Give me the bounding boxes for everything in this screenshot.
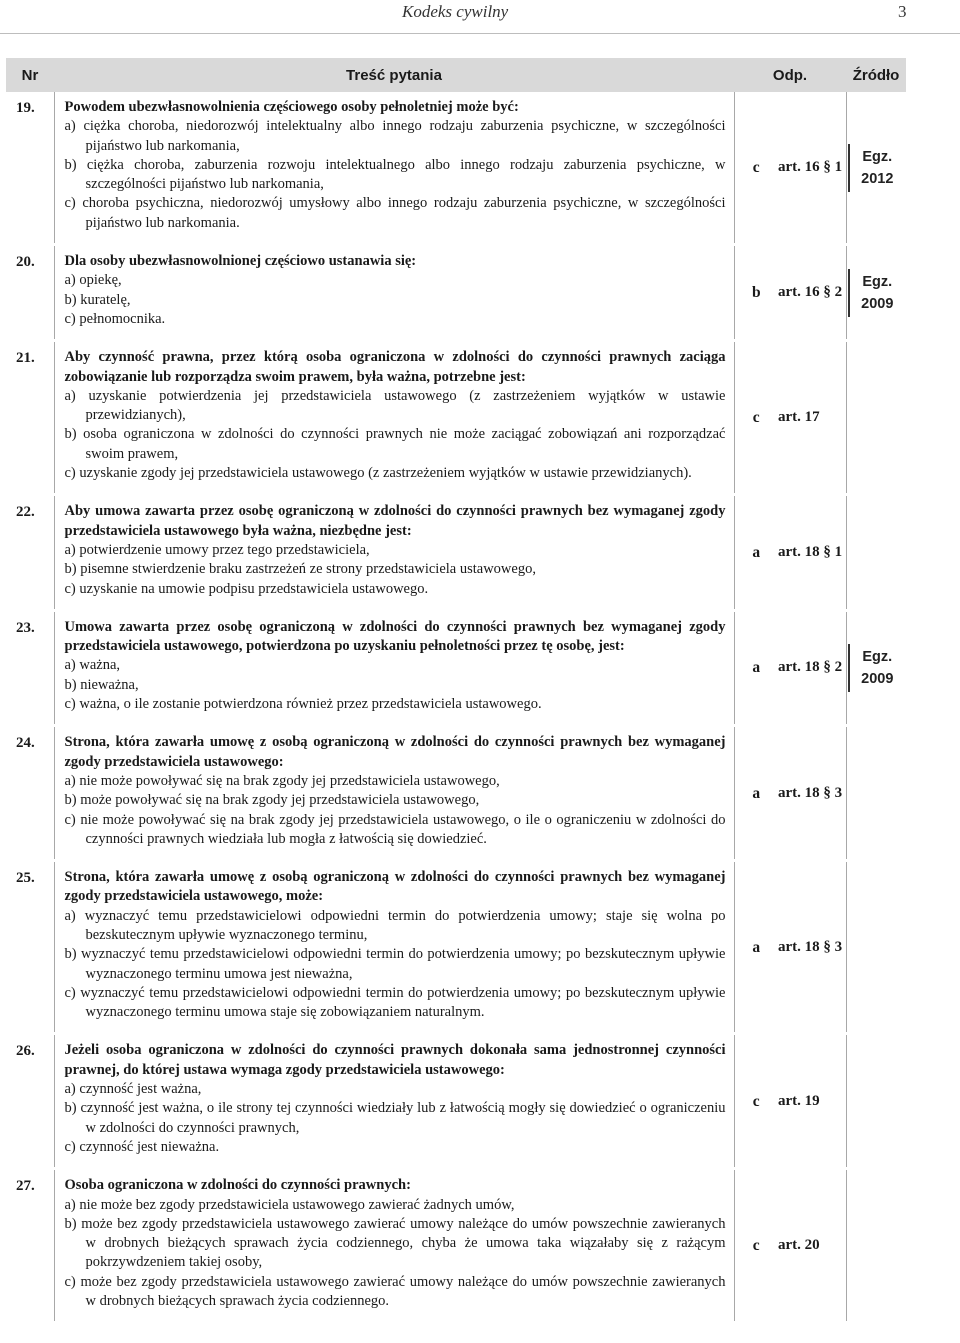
answer-option: a) ciężka choroba, niedorozwój intelektualny albo innego rodzaju zaburzenia psychiczne, w szczególności pijaństwo lub narkomania,	[64, 118, 726, 154]
question-stem: Jeżeli osoba ograniczona w zdolności do czynności prawnych dokonała sama jednostronnej czynności prawnej, do której ustawa wymaga zgody przedstawiciela ustawowego:	[64, 1042, 726, 1078]
legal-article: art. 20	[778, 1169, 846, 1323]
correct-answer: c	[734, 92, 778, 245]
answer-option: c) uzyskanie zgody jej przedstawiciela ustawowego (z zastrzeżeniem wyjątków w ustawie przewidzianych).	[64, 465, 692, 482]
question-row	[6, 92, 906, 245]
questions-body	[6, 92, 906, 1323]
source-cell	[846, 1034, 906, 1169]
legal-article: art. 16 § 1	[778, 92, 846, 245]
question-stem: Dla osoby ubezwłasnowolnionej częściowo ustanawia się:	[64, 253, 417, 270]
question-content	[54, 610, 734, 725]
answer-option: a) czynność jest ważna,	[64, 1081, 202, 1098]
source-cell	[846, 92, 906, 245]
answer-option: a) uzyskanie potwierdzenia jej przedstawiciela ustawowego (z zastrzeżeniem wyjątków w ustawie przewidzianych),	[64, 387, 726, 424]
answer-option: b) osoba ograniczona w zdolności do czynności prawnych nie może zaciągać zobowiązań ani rozporządzać swoim prawem,	[64, 426, 726, 462]
answer-option: b) może bez zgody przedstawiciela ustawowego zawierać umowy należące do umów powszechnie zawieranych w drobnych bieżących sprawach życia codziennego, chyba że umowa taka wiązałaby się z rażącym pokrzywdzeniem takiej osoby,	[64, 1215, 726, 1271]
column-header-source: Źródło	[846, 58, 906, 92]
exam-label: Egz.	[862, 649, 893, 666]
question-number: 26.	[6, 1034, 54, 1169]
legal-article: art. 16 § 2	[778, 245, 846, 341]
source-cell	[846, 726, 906, 861]
source-cell	[846, 245, 906, 341]
answer-option: c) choroba psychiczna, niedorozwój umysłowy albo innego rodzaju zaburzenia psychiczne, w szczególności pijaństwo lub narkomania.	[64, 195, 726, 231]
answer-option: c) uzyskanie na umowie podpisu przedstawiciela ustawowego.	[64, 580, 429, 597]
question-stem: Umowa zawarta przez osobę ograniczoną w zdolności do czynności prawnych bez wymaganej zgody przedstawiciela ustawowego, potwierdzona po uzyskaniu pełnoletności przez tę osobę, jest:	[64, 618, 726, 655]
question-stem: Osoba ograniczona w zdolności do czynności prawnych:	[64, 1177, 411, 1194]
exam-source-badge	[848, 144, 904, 192]
question-content	[54, 341, 734, 495]
answer-option: a) opiekę,	[64, 272, 122, 289]
answer-option: b) czynność jest ważna, o ile strony tej czynności wiedziały lub z łatwością mogły się dowiedzieć o ograniczeniu w zdolności do czynności prawnych,	[64, 1100, 726, 1136]
answer-option: c) może bez zgody przedstawiciela ustawowego zawierać umowy należące do umów powszechnie zawieranych w drobnych bieżących sprawach życia codziennego.	[64, 1273, 726, 1310]
exam-year: 2012	[861, 170, 894, 187]
correct-answer: c	[734, 1034, 778, 1169]
table-header-row	[6, 58, 906, 92]
answer-option: c) wyznaczyć temu przedstawicielowi odpowiedni termin do potwierdzenia umowy; po bezskutecznym upływie wyznaczonego terminu umowa staje się zobowiązaniem naturalnym.	[64, 984, 726, 1021]
correct-answer: a	[734, 726, 778, 861]
question-row	[6, 726, 906, 861]
question-stem: Strona, która zawarła umowę z osobą ograniczoną w zdolności do czynności prawnych bez wymaganej zgody przedstawiciela ustawowego:	[64, 734, 726, 770]
question-number: 22.	[6, 495, 54, 610]
correct-answer: c	[734, 1169, 778, 1323]
legal-article: art. 18 § 3	[778, 726, 846, 861]
legal-article: art. 18 § 2	[778, 610, 846, 725]
question-content	[54, 1169, 734, 1323]
answer-option: a) potwierdzenie umowy przez tego przedstawiciela,	[64, 541, 370, 558]
answer-option: c) ważna, o ile zostanie potwierdzona również przez przedstawiciela ustawowego.	[64, 696, 542, 713]
question-row	[6, 1034, 906, 1169]
exam-label: Egz.	[862, 273, 893, 290]
answer-option: a) ważna,	[64, 657, 121, 674]
exam-label: Egz.	[862, 148, 893, 165]
page-number: 3	[898, 2, 907, 21]
question-number: 23.	[6, 610, 54, 725]
legal-article: art. 18 § 1	[778, 495, 846, 610]
question-row	[6, 610, 906, 725]
question-content	[54, 245, 734, 341]
column-header-answer: Odp.	[734, 58, 846, 92]
questions-table	[6, 58, 906, 1324]
answer-option: a) nie może bez zgody przedstawiciela ustawowego zawierać żadnych umów,	[64, 1196, 515, 1213]
question-content	[54, 726, 734, 861]
source-cell	[846, 341, 906, 495]
question-number: 27.	[6, 1169, 54, 1323]
exam-year: 2009	[861, 295, 894, 312]
question-row	[6, 1169, 906, 1323]
question-stem: Powodem ubezwłasnowolnienia częściowego osoby pełnoletniej może być:	[64, 99, 519, 115]
source-cell	[846, 610, 906, 725]
answer-option: c) nie może powoływać się na brak zgody jej przedstawiciela ustawowego, o ile o ograniczeniu w zdolności do czynności prawnych wiedziała lub mogła z łatwością się dowiedzieć.	[64, 811, 726, 847]
question-stem: Strona, która zawarła umowę z osobą ograniczoną w zdolności do czynności prawnych bez wymaganej zgody przedstawiciela ustawowego, może:	[64, 869, 726, 905]
question-number: 21.	[6, 341, 54, 495]
question-stem: Aby umowa zawarta przez osobę ograniczoną w zdolności do czynności prawnych bez wymaganej zgody przedstawiciela ustawowego była ważna, niezbędne jest:	[64, 503, 726, 539]
running-title: Kodeks cywilny	[402, 2, 509, 21]
question-row	[6, 341, 906, 495]
question-number: 25.	[6, 861, 54, 1034]
answer-option: b) pisemne stwierdzenie braku zastrzeżeń ze strony przedstawiciela ustawowego,	[64, 561, 536, 578]
correct-answer: a	[734, 610, 778, 725]
question-row	[6, 245, 906, 341]
question-number: 24.	[6, 726, 54, 861]
correct-answer: c	[734, 341, 778, 495]
question-content	[54, 861, 734, 1034]
question-content	[54, 1034, 734, 1169]
source-cell	[846, 495, 906, 610]
question-stem: Aby czynność prawna, przez którą osoba ograniczona w zdolności do czynności prawnych zaciąga zobowiązanie lub rozporządza swoim prawem, była ważna, potrzebne jest:	[64, 349, 726, 385]
answer-option: b) kuratelę,	[64, 291, 131, 308]
question-number: 20.	[6, 245, 54, 341]
question-number: 19.	[6, 92, 54, 245]
source-cell	[846, 1169, 906, 1323]
answer-option: b) nieważna,	[64, 676, 139, 693]
answer-option: c) czynność jest nieważna.	[64, 1138, 220, 1155]
correct-answer: a	[734, 861, 778, 1034]
legal-article: art. 18 § 3	[778, 861, 846, 1034]
answer-option: c) pełnomocnika.	[64, 310, 166, 327]
question-content	[54, 92, 734, 245]
header-rule	[0, 33, 960, 34]
exam-source-badge	[848, 644, 904, 692]
source-cell	[846, 861, 906, 1034]
legal-article: art. 17	[778, 341, 846, 495]
page-header	[0, 0, 960, 26]
question-row	[6, 861, 906, 1034]
answer-option: b) ciężka choroba, zaburzenia rozwoju intelektualnego albo innego rodzaju zaburzenia psychiczne, w szczególności pijaństwo lub narkomania,	[64, 156, 726, 193]
question-row	[6, 495, 906, 610]
answer-option: a) wyznaczyć temu przedstawicielowi odpowiedni termin do potwierdzenia umowy; staje się wolna po bezskutecznym upływie wyznaczonego terminu,	[64, 907, 726, 943]
correct-answer: a	[734, 495, 778, 610]
question-content	[54, 495, 734, 610]
column-header-nr: Nr	[6, 58, 54, 92]
correct-answer: b	[734, 245, 778, 341]
answer-option: b) wyznaczyć temu przedstawicielowi odpowiedni termin do potwierdzenia umowy; po bezskutecznym upływie wyznaczonego terminu umowa jest nieważna,	[64, 946, 726, 982]
answer-option: a) nie może powoływać się na brak zgody jej przedstawiciela ustawowego,	[64, 772, 500, 789]
exam-year: 2009	[861, 671, 894, 688]
legal-article: art. 19	[778, 1034, 846, 1169]
column-header-question: Treść pytania	[54, 58, 734, 92]
answer-option: b) może powoływać się na brak zgody jej przedstawiciela ustawowego,	[64, 792, 480, 809]
exam-source-badge	[848, 269, 904, 317]
